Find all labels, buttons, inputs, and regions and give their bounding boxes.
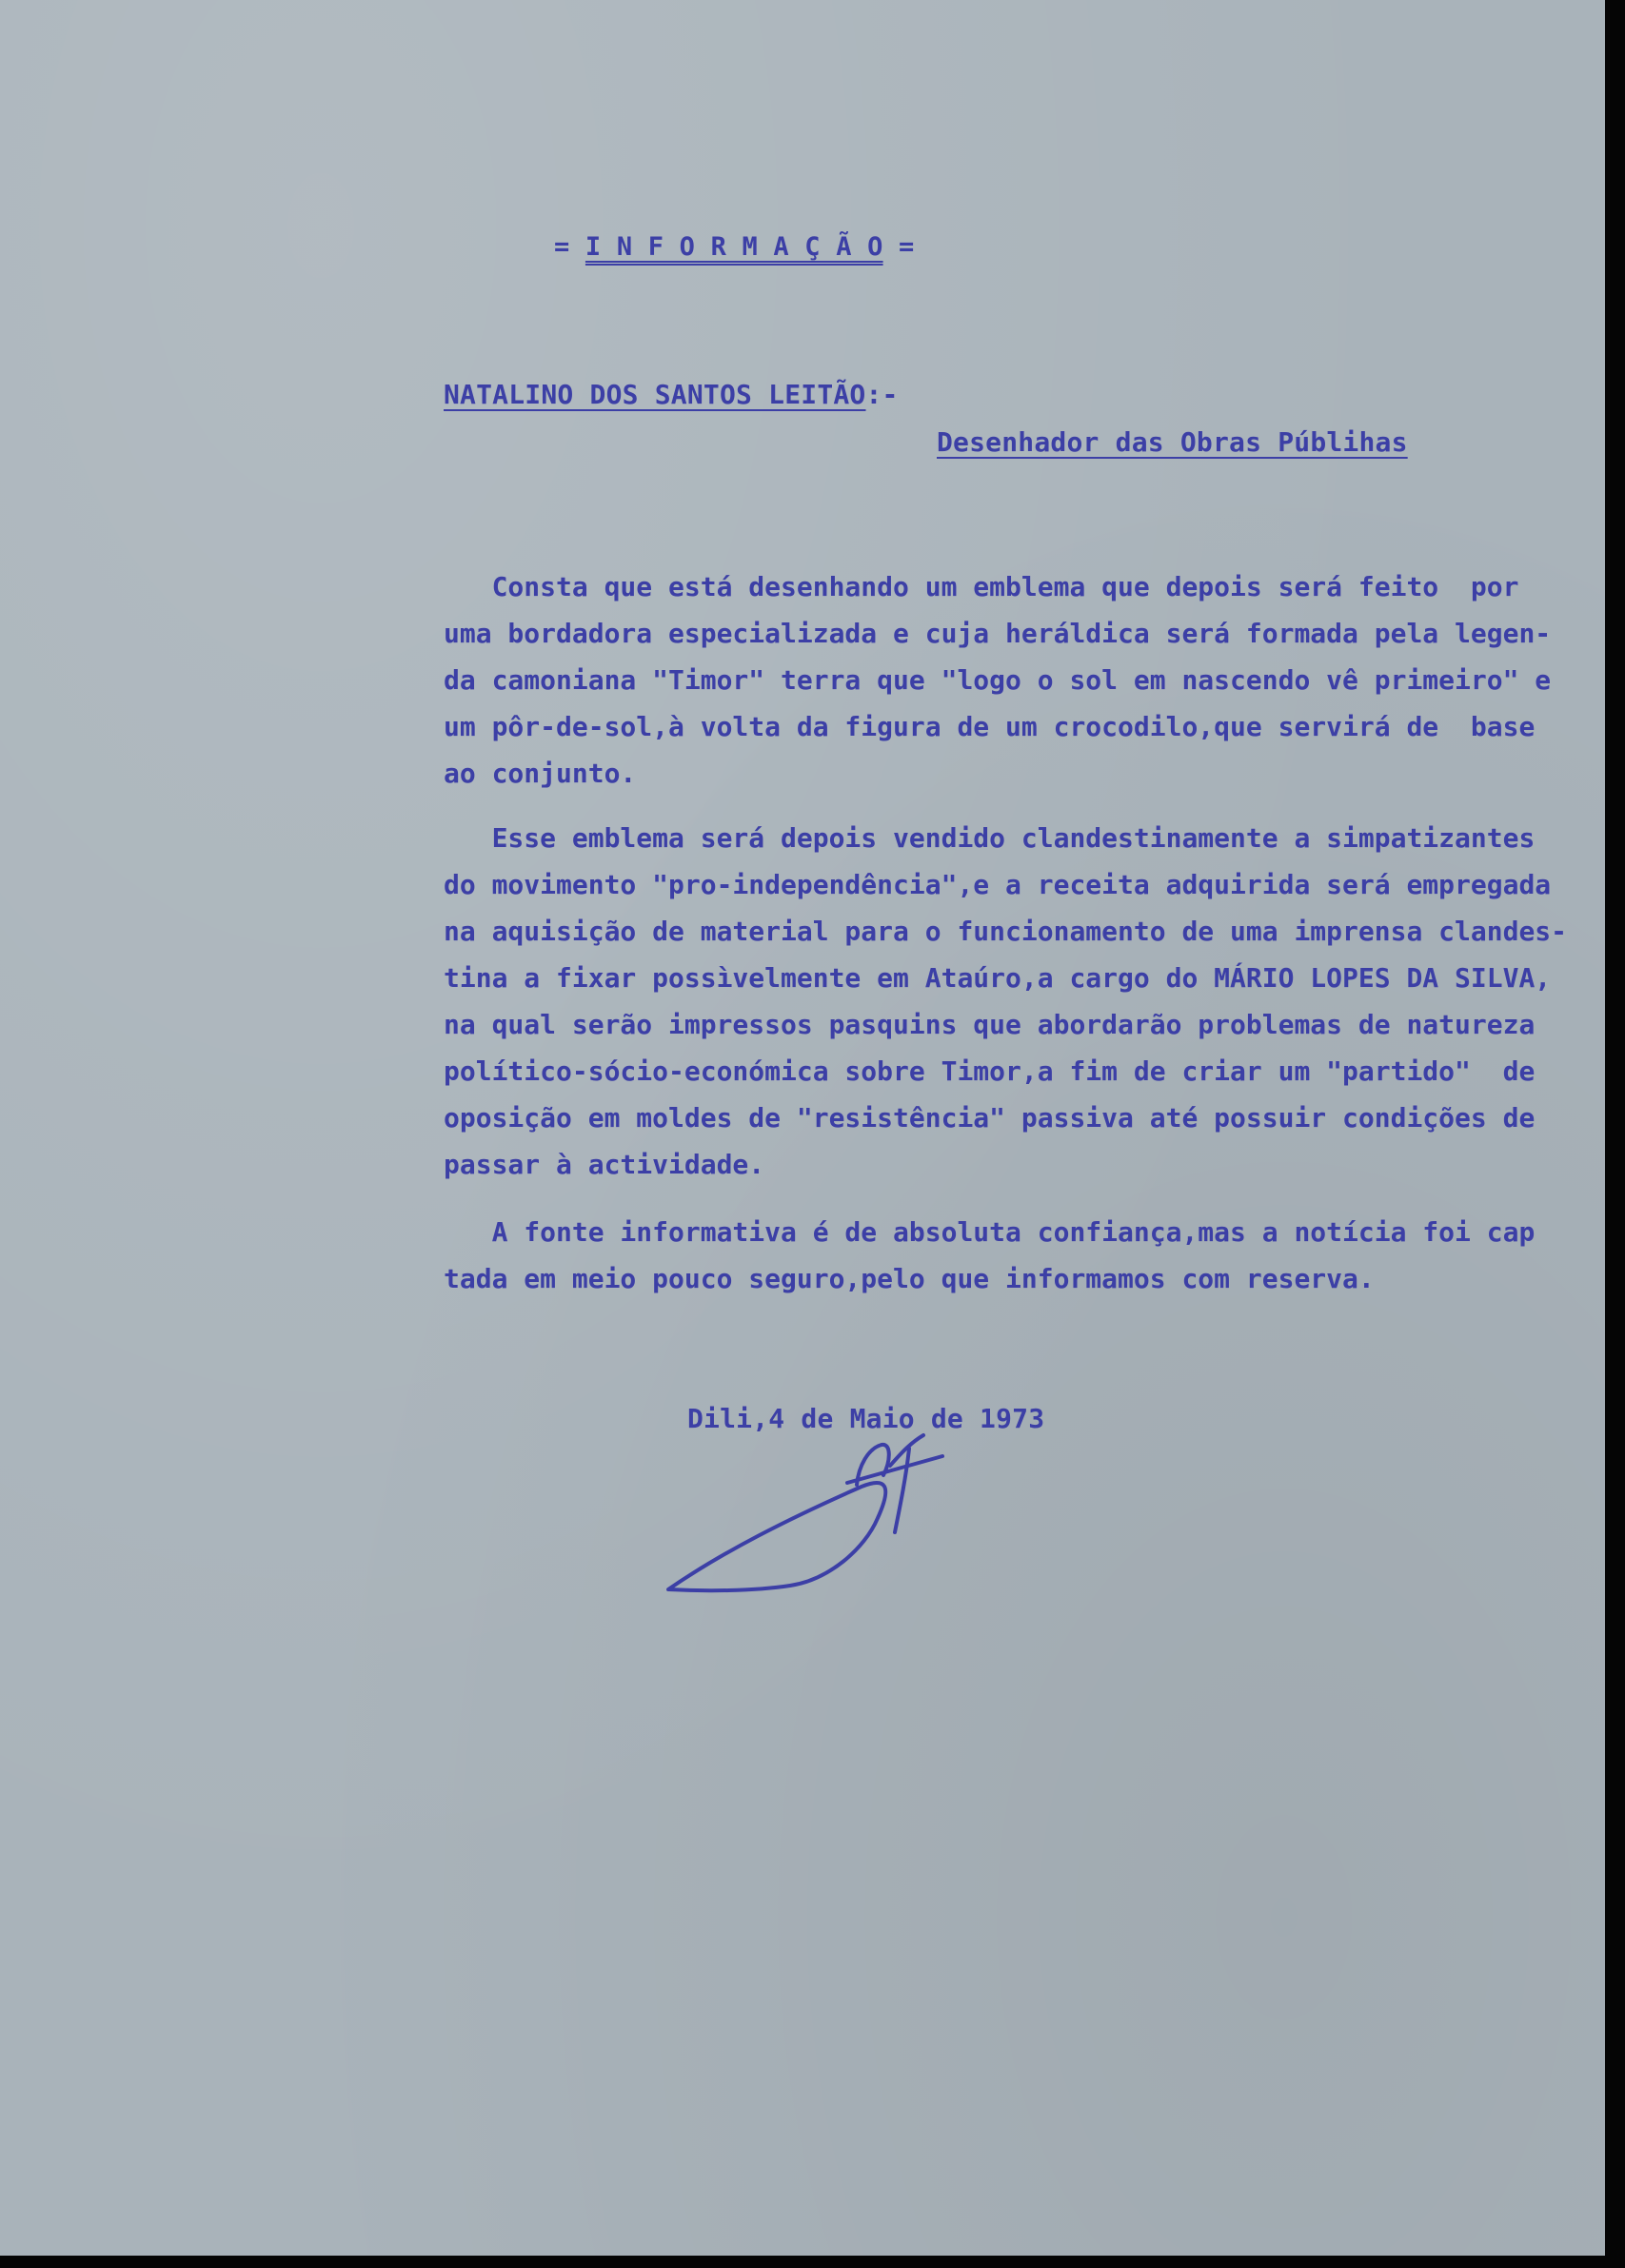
- paragraph-line: tina a fixar possìvelmente em Ataúro,a cargo do MÁRIO LOPES DA SILVA,: [444, 962, 1552, 994]
- paragraph-line: Consta que está desenhando um emblema que depois será feito por: [444, 571, 1519, 602]
- document-heading: [554, 232, 915, 262]
- paragraph-line: na qual serão impressos pasquins que abordarão problemas de natureza: [444, 1009, 1536, 1040]
- scan-border-right: [1605, 0, 1625, 2268]
- subject-name: NATALINO DOS SANTOS LEITÃO: [444, 379, 866, 410]
- heading-suffix: =: [882, 232, 915, 262]
- paragraph-1: [444, 563, 1567, 797]
- paragraph-3: [444, 1209, 1567, 1302]
- paragraph-line: tada em meio pouco seguro,pelo que informamos com reserva.: [444, 1263, 1375, 1294]
- subject-name-suffix: :-: [865, 379, 899, 410]
- paragraph-line: na aquisição de material para o funcionamento de uma imprensa clandes-: [444, 916, 1568, 947]
- paragraph-line: Esse emblema será depois vendido clandestinamente a simpatizantes: [444, 822, 1536, 854]
- paragraph-line: uma bordadora especializada e cuja heráldica será formada pela legen-: [444, 618, 1552, 649]
- handwritten-signature: [657, 1428, 981, 1608]
- subject-role: Desenhador das Obras Públihas: [937, 426, 1408, 458]
- heading-text: I N F O R M A Ç Ã O: [585, 232, 883, 262]
- paragraph-line: ao conjunto.: [444, 758, 637, 789]
- paragraph-line: da camoniana "Timor" terra que "logo o sol em nascendo vê primeiro" e: [444, 664, 1552, 696]
- heading-prefix: =: [554, 232, 585, 262]
- paragraph-line: passar à actividade.: [444, 1149, 765, 1180]
- paragraph-line: A fonte informativa é de absoluta confiança,mas a notícia foi cap: [444, 1216, 1536, 1248]
- paragraph-line: político-sócio-económica sobre Timor,a fim de criar um "partido" de: [444, 1055, 1536, 1087]
- scan-border-bottom: [0, 2256, 1625, 2268]
- paragraph-line: do movimento "pro-independência",e a receita adquirida será empregada: [444, 869, 1552, 900]
- subject-name-line: [444, 379, 899, 410]
- paragraph-2: [444, 815, 1567, 1188]
- paragraph-line: um pôr-de-sol,à volta da figura de um crocodilo,que servirá de base: [444, 711, 1536, 742]
- paragraph-line: oposição em moldes de "resistência" passiva até possuir condições de: [444, 1102, 1536, 1134]
- document-date: Dili,4 de Maio de 1973: [687, 1403, 1045, 1434]
